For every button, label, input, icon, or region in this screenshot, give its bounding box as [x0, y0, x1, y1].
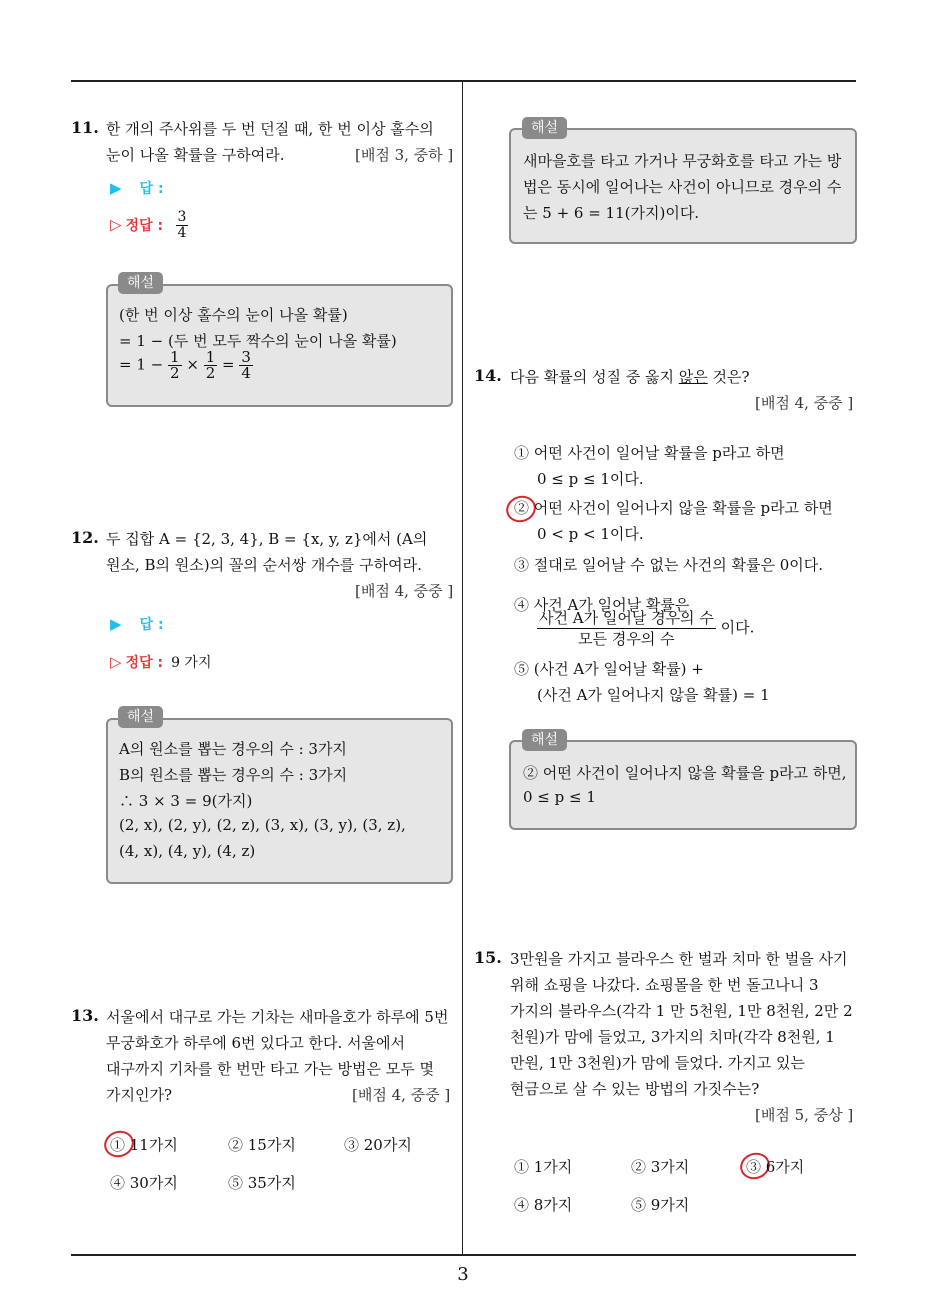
play-triangle-icon: ▶ [110, 615, 122, 633]
choice-option-4[interactable]: ④ 8가지 [514, 1196, 573, 1214]
score-meta: [배점 4, 중중 ] [355, 582, 454, 600]
choice-option-3[interactable]: ③ 절대로 일어날 수 없는 사건의 확률은 0이다. [514, 556, 824, 574]
explanation-tag: 해설 [118, 706, 163, 728]
choice-option-4[interactable]: ④ 30가지 [110, 1174, 178, 1192]
fraction-numerator: 3 [177, 209, 187, 225]
score-meta: [배점 4, 중중 ] [352, 1086, 451, 1104]
score-meta: [배점 3, 중하 ] [355, 146, 454, 164]
explanation-tag: 해설 [118, 272, 163, 294]
question-number: 12. [71, 528, 99, 547]
fraction-denominator: 2 [205, 364, 216, 382]
question-text-line: 천원)가 맘에 들었고, 3가지의 치마(각각 8천원, 1 [510, 1028, 835, 1046]
question-text-line: 눈이 나올 확률을 구하여라. [106, 146, 285, 164]
choice-option-1-cont: 0 ≤ p ≤ 1이다. [537, 470, 644, 488]
question-text-line: 가지의 블라우스(각각 1 만 5천원, 1만 8천원, 2만 2 [510, 1002, 853, 1020]
choice-option-2[interactable]: ② 어떤 사건이 일어나지 않을 확률을 p라고 하면 [514, 499, 833, 517]
explanation-line: 0 ≤ p ≤ 1 [523, 788, 596, 806]
column-divider [462, 82, 463, 1254]
explanation-line: = 1 − (두 번 모두 짝수의 눈이 나올 확률) [119, 332, 397, 350]
choice-option-1[interactable]: ① 어떤 사건이 일어날 확률을 p라고 하면 [514, 444, 785, 462]
underlined-word: 않은 [678, 368, 708, 386]
question-number: 13. [71, 1006, 99, 1025]
choice-option-4-fraction [537, 608, 754, 649]
correct-answer-row [110, 210, 188, 241]
choice-option-2-cont: 0 < p < 1이다. [537, 525, 644, 543]
play-triangle-icon: ▶ [110, 179, 122, 197]
explanation-line: 새마을호를 타고 가거나 무궁화호를 타고 가는 방 [523, 152, 842, 170]
fraction-numerator: 3 [241, 348, 251, 366]
choice-option-4-tail: 이다. [720, 618, 755, 637]
question-text-line: 위해 쇼핑을 나갔다. 쇼핑몰을 한 번 돌고나니 3 [510, 976, 819, 994]
fraction [204, 350, 218, 381]
fraction-denominator: 2 [170, 364, 180, 382]
choice-option-3[interactable]: ③ 20가지 [344, 1136, 412, 1154]
explanation-line [119, 350, 253, 381]
equation-prefix: = 1 − [119, 355, 164, 374]
question-number: 14. [474, 366, 502, 385]
explanation-line: ② 어떤 사건이 일어나지 않을 확률을 p라고 하면, [523, 764, 847, 782]
question-text-line: 두 집합 A = {2, 3, 4}, B = {x, y, z}에서 (A의 [106, 530, 428, 548]
explanation-box [509, 128, 857, 244]
question-text-line: 3만원을 가지고 블라우스 한 벌과 치마 한 벌을 사기 [510, 950, 848, 968]
explanation-tag: 해설 [522, 729, 567, 751]
question-text-line [510, 366, 750, 387]
question-text: 것은? [707, 368, 750, 386]
choice-option-5-cont: (사건 A가 일어나지 않을 확률) = 1 [537, 686, 770, 704]
choice-option-5[interactable]: ⑤ (사건 A가 일어날 확률) + [514, 660, 704, 678]
correct-label: 정답 : [125, 655, 164, 671]
explanation-line: B의 원소를 뽑는 경우의 수 : 3가지 [119, 766, 348, 784]
question-text-line: 무궁화호가 하루에 6번 있다고 한다. 서울에서 [106, 1034, 405, 1052]
times-symbol: × [186, 355, 199, 374]
explanation-line: (4, x), (4, y), (4, z) [119, 842, 256, 860]
fraction-numerator: 사건 A가 일어날 경우의 수 [539, 609, 714, 627]
explanation-line: 법은 동시에 일어나는 사건이 아니므로 경우의 수 [523, 178, 842, 196]
explanation-line: ∴ 3 × 3 = 9(가지) [119, 792, 253, 810]
outline-triangle-icon: ▷ [110, 653, 122, 671]
top-rule [71, 80, 856, 82]
explanation-line: 는 5 + 6 = 11(가지)이다. [523, 204, 700, 222]
answer-row [110, 178, 164, 198]
score-meta: [배점 4, 중중 ] [755, 394, 854, 412]
question-number: 15. [474, 948, 502, 967]
correct-fraction [176, 210, 189, 241]
question-number: 11. [71, 118, 99, 137]
score-meta: [배점 5, 중상 ] [755, 1106, 854, 1124]
correct-value: 9 가지 [171, 655, 212, 671]
choice-option-5[interactable]: ⑤ 35가지 [228, 1174, 296, 1192]
choice-option-2[interactable]: ② 15가지 [228, 1136, 296, 1154]
choice-option-4[interactable]: ④ 사건 A가 일어날 확률은 [514, 596, 690, 614]
fraction-denominator: 4 [241, 364, 251, 382]
choice-option-1[interactable]: ① 1가지 [514, 1158, 573, 1176]
question-text-line: 현금으로 살 수 있는 방법의 가짓수는? [510, 1080, 760, 1098]
fraction-numerator: 1 [170, 348, 180, 366]
question-text-line: 한 개의 주사위를 두 번 던질 때, 한 번 이상 홀수의 [106, 120, 434, 138]
explanation-box [509, 740, 857, 830]
fraction [168, 350, 182, 381]
choice-option-3[interactable]: ③ 6가지 [746, 1158, 805, 1176]
page-number: 3 [457, 1264, 469, 1285]
question-text-line: 원소, B의 원소)의 꼴의 순서쌍 개수를 구하여라. [106, 556, 422, 574]
fraction-numerator: 1 [205, 348, 216, 366]
fraction-denominator: 4 [177, 225, 187, 241]
question-text-line: 대구까지 기차를 한 번만 타고 가는 방법은 모두 몇 [106, 1060, 434, 1078]
question-text: 다음 확률의 성질 중 옳지 [510, 368, 679, 386]
outline-triangle-icon: ▷ [110, 215, 122, 234]
explanation-line: (한 번 이상 홀수의 눈이 나올 확률) [119, 306, 348, 324]
equals-symbol: = [222, 355, 235, 374]
fraction-denominator: 모든 경우의 수 [578, 630, 675, 648]
explanation-tag: 해설 [522, 117, 567, 139]
explanation-box [106, 284, 453, 407]
correct-label: 정답 : [125, 217, 164, 234]
explanation-line: (2, x), (2, y), (2, z), (3, x), (3, y), (3, z), [119, 816, 406, 834]
explanation-box [106, 718, 453, 884]
answer-row [110, 614, 164, 634]
choice-option-1[interactable]: ① 11가지 [110, 1136, 178, 1154]
correct-answer-row [110, 652, 211, 672]
choice-option-5[interactable]: ⑤ 9가지 [631, 1196, 690, 1214]
answer-label: 답 : [139, 617, 164, 633]
question-text-line: 가지인가? [106, 1086, 173, 1104]
bottom-rule [71, 1254, 856, 1256]
question-text-line: 서울에서 대구로 가는 기차는 새마을호가 하루에 5번 [106, 1008, 449, 1026]
fraction [239, 350, 253, 381]
answer-label: 답 : [139, 181, 164, 197]
fraction [537, 608, 716, 649]
choice-option-2[interactable]: ② 3가지 [631, 1158, 690, 1176]
explanation-line: A의 원소를 뽑는 경우의 수 : 3가지 [119, 740, 347, 758]
question-text-line: 만원, 1만 3천원)가 맘에 들었다. 가지고 있는 [510, 1054, 805, 1072]
